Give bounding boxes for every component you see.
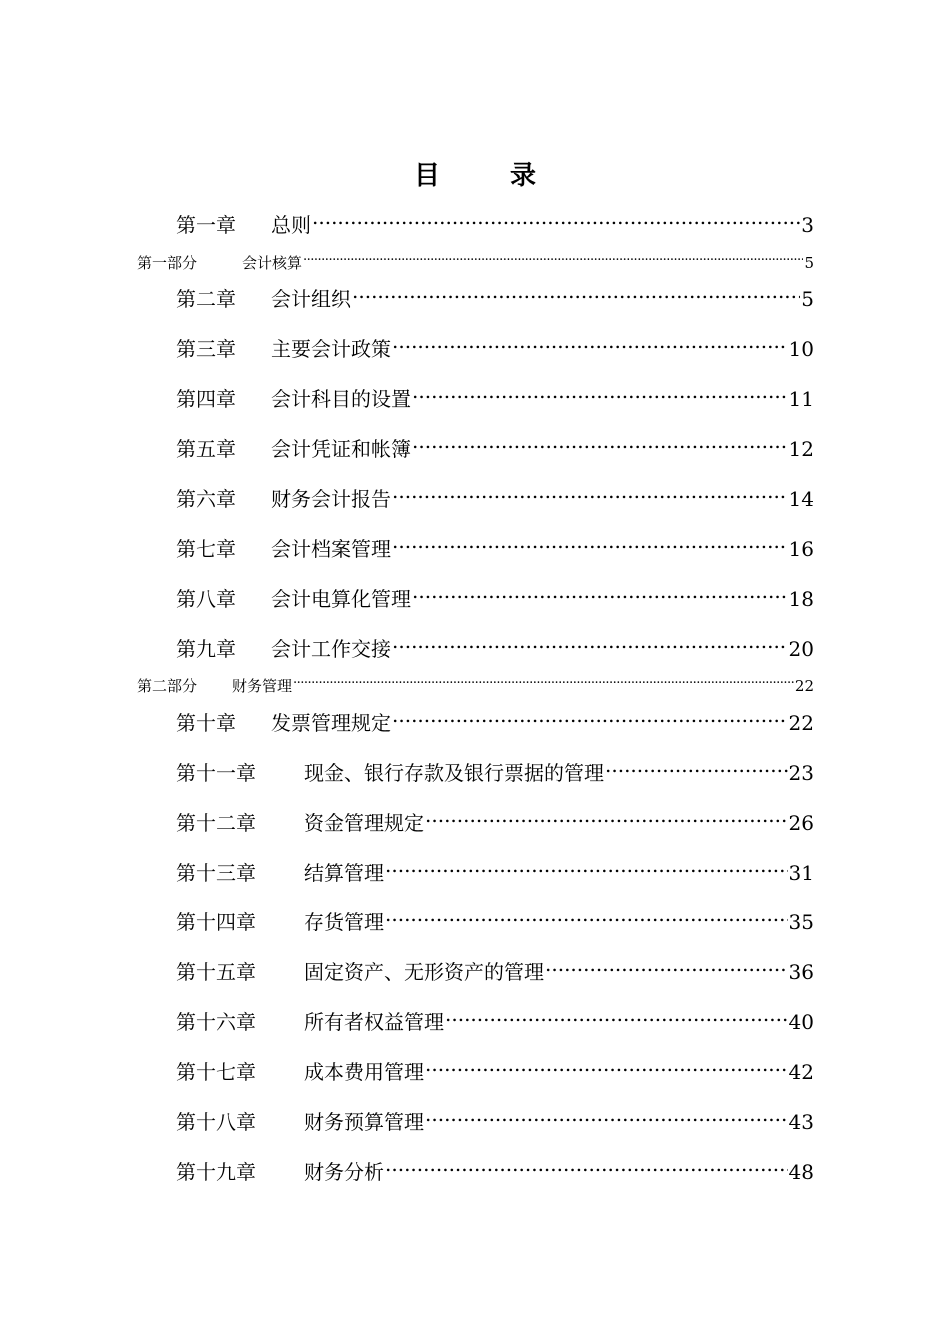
toc-entry-chapter-1[interactable] <box>176 210 814 240</box>
entry-number: 第十八章 <box>176 1110 256 1134</box>
entry-title: 会计组织 <box>271 287 351 311</box>
toc-entry-chapter-17[interactable] <box>176 1057 814 1087</box>
entry-page-number: 5 <box>804 254 814 272</box>
dot-leader <box>545 959 788 979</box>
toc-entry-chapter-8[interactable] <box>176 584 814 614</box>
dot-leader <box>425 810 788 830</box>
entry-number: 第十九章 <box>176 1160 256 1184</box>
dot-leader <box>392 536 788 556</box>
dot-leader <box>412 386 788 406</box>
entry-page-number: 20 <box>788 637 814 661</box>
entry-number: 第六章 <box>176 487 236 511</box>
entry-number: 第一章 <box>176 213 236 237</box>
entry-title: 固定资产、无形资产的管理 <box>304 960 544 984</box>
entry-page-number: 10 <box>788 337 814 361</box>
entry-page-number: 12 <box>788 437 814 461</box>
toc-entry-chapter-10[interactable] <box>176 708 814 738</box>
entry-page-number: 35 <box>788 910 814 934</box>
entry-number: 第十一章 <box>176 761 256 785</box>
toc-entry-chapter-19[interactable] <box>176 1157 814 1187</box>
dot-leader <box>392 336 788 356</box>
entry-title: 结算管理 <box>304 861 384 885</box>
entry-title: 主要会计政策 <box>271 337 391 361</box>
toc-entry-chapter-2[interactable] <box>176 284 814 314</box>
dot-leader <box>352 286 800 306</box>
entry-number: 第九章 <box>176 637 236 661</box>
toc-entry-chapter-18[interactable] <box>176 1107 814 1137</box>
entry-page-number: 31 <box>788 861 814 885</box>
toc-entry-chapter-15[interactable] <box>176 957 814 987</box>
entry-title: 财务预算管理 <box>304 1110 424 1134</box>
entry-title: 财务会计报告 <box>271 487 391 511</box>
dot-leader <box>412 586 788 606</box>
toc-entry-chapter-4[interactable] <box>176 384 814 414</box>
entry-title: 财务分析 <box>304 1160 384 1184</box>
entry-title: 会计工作交接 <box>271 637 391 661</box>
dot-leader <box>392 710 788 730</box>
dot-leader <box>392 486 788 506</box>
entry-title: 财务管理 <box>232 677 293 695</box>
entry-number: 第十六章 <box>176 1010 256 1034</box>
entry-number: 第二部分 <box>137 677 198 695</box>
entry-page-number: 43 <box>788 1110 814 1134</box>
dot-leader <box>392 636 788 656</box>
entry-number: 第一部分 <box>137 254 198 272</box>
entry-title: 存货管理 <box>304 910 384 934</box>
entry-number: 第七章 <box>176 537 236 561</box>
entry-title: 发票管理规定 <box>271 711 391 735</box>
dot-leader <box>312 212 800 232</box>
entry-title: 资金管理规定 <box>304 811 424 835</box>
toc-entry-chapter-5[interactable] <box>176 434 814 464</box>
entry-number: 第十五章 <box>176 960 256 984</box>
toc-entry-chapter-16[interactable] <box>176 1007 814 1037</box>
entry-page-number: 22 <box>788 711 814 735</box>
entry-number: 第四章 <box>176 387 236 411</box>
entry-number: 第二章 <box>176 287 236 311</box>
entry-page-number: 5 <box>801 287 814 311</box>
toc-title: 目 录 <box>413 161 558 191</box>
dot-leader <box>385 909 788 929</box>
toc-entry-chapter-14[interactable] <box>176 907 814 937</box>
entry-page-number: 16 <box>788 537 814 561</box>
entry-number: 第十二章 <box>176 811 256 835</box>
dot-leader <box>425 1109 788 1129</box>
toc-entry-chapter-12[interactable] <box>176 808 814 838</box>
toc-entry-chapter-3[interactable] <box>176 334 814 364</box>
entry-page-number: 48 <box>788 1160 814 1184</box>
entry-page-number: 40 <box>788 1010 814 1034</box>
entry-number: 第三章 <box>176 337 236 361</box>
entry-page-number: 11 <box>788 387 814 411</box>
entry-number: 第十章 <box>176 711 236 735</box>
entry-page-number: 26 <box>788 811 814 835</box>
entry-title: 会计核算 <box>242 254 303 272</box>
entry-title: 会计凭证和帐簿 <box>271 437 411 461</box>
entry-page-number: 42 <box>788 1060 814 1084</box>
entry-page-number: 3 <box>801 213 814 237</box>
toc-entry-chapter-9[interactable] <box>176 634 814 664</box>
dot-leader <box>293 676 794 691</box>
entry-page-number: 36 <box>788 960 814 984</box>
entry-title: 总则 <box>271 213 311 237</box>
entry-title: 成本费用管理 <box>304 1060 424 1084</box>
toc-entry-chapter-11[interactable] <box>176 758 814 788</box>
toc-entry-chapter-7[interactable] <box>176 534 814 564</box>
dot-leader <box>425 1059 788 1079</box>
dot-leader <box>385 1159 788 1179</box>
toc-entry-chapter-13[interactable] <box>176 858 814 888</box>
dot-leader <box>412 436 788 456</box>
toc-entry-part-1[interactable] <box>137 252 814 274</box>
toc-entry-chapter-6[interactable] <box>176 484 814 514</box>
entry-page-number: 14 <box>788 487 814 511</box>
entry-number: 第八章 <box>176 587 236 611</box>
entry-title: 会计科目的设置 <box>271 387 411 411</box>
entry-number: 第十四章 <box>176 910 256 934</box>
entry-number: 第十七章 <box>176 1060 256 1084</box>
entry-page-number: 23 <box>788 761 814 785</box>
entry-title: 会计档案管理 <box>271 537 391 561</box>
entry-page-number: 18 <box>788 587 814 611</box>
entry-title: 现金、银行存款及银行票据的管理 <box>304 761 604 785</box>
toc-entry-part-2[interactable] <box>137 675 814 697</box>
entry-number: 第十三章 <box>176 861 256 885</box>
entry-title: 会计电算化管理 <box>271 587 411 611</box>
dot-leader <box>303 253 803 268</box>
entry-title: 所有者权益管理 <box>304 1010 444 1034</box>
entry-number: 第五章 <box>176 437 236 461</box>
entry-page-number: 22 <box>794 677 814 695</box>
dot-leader <box>385 860 788 880</box>
dot-leader <box>445 1009 788 1029</box>
dot-leader <box>605 760 788 780</box>
